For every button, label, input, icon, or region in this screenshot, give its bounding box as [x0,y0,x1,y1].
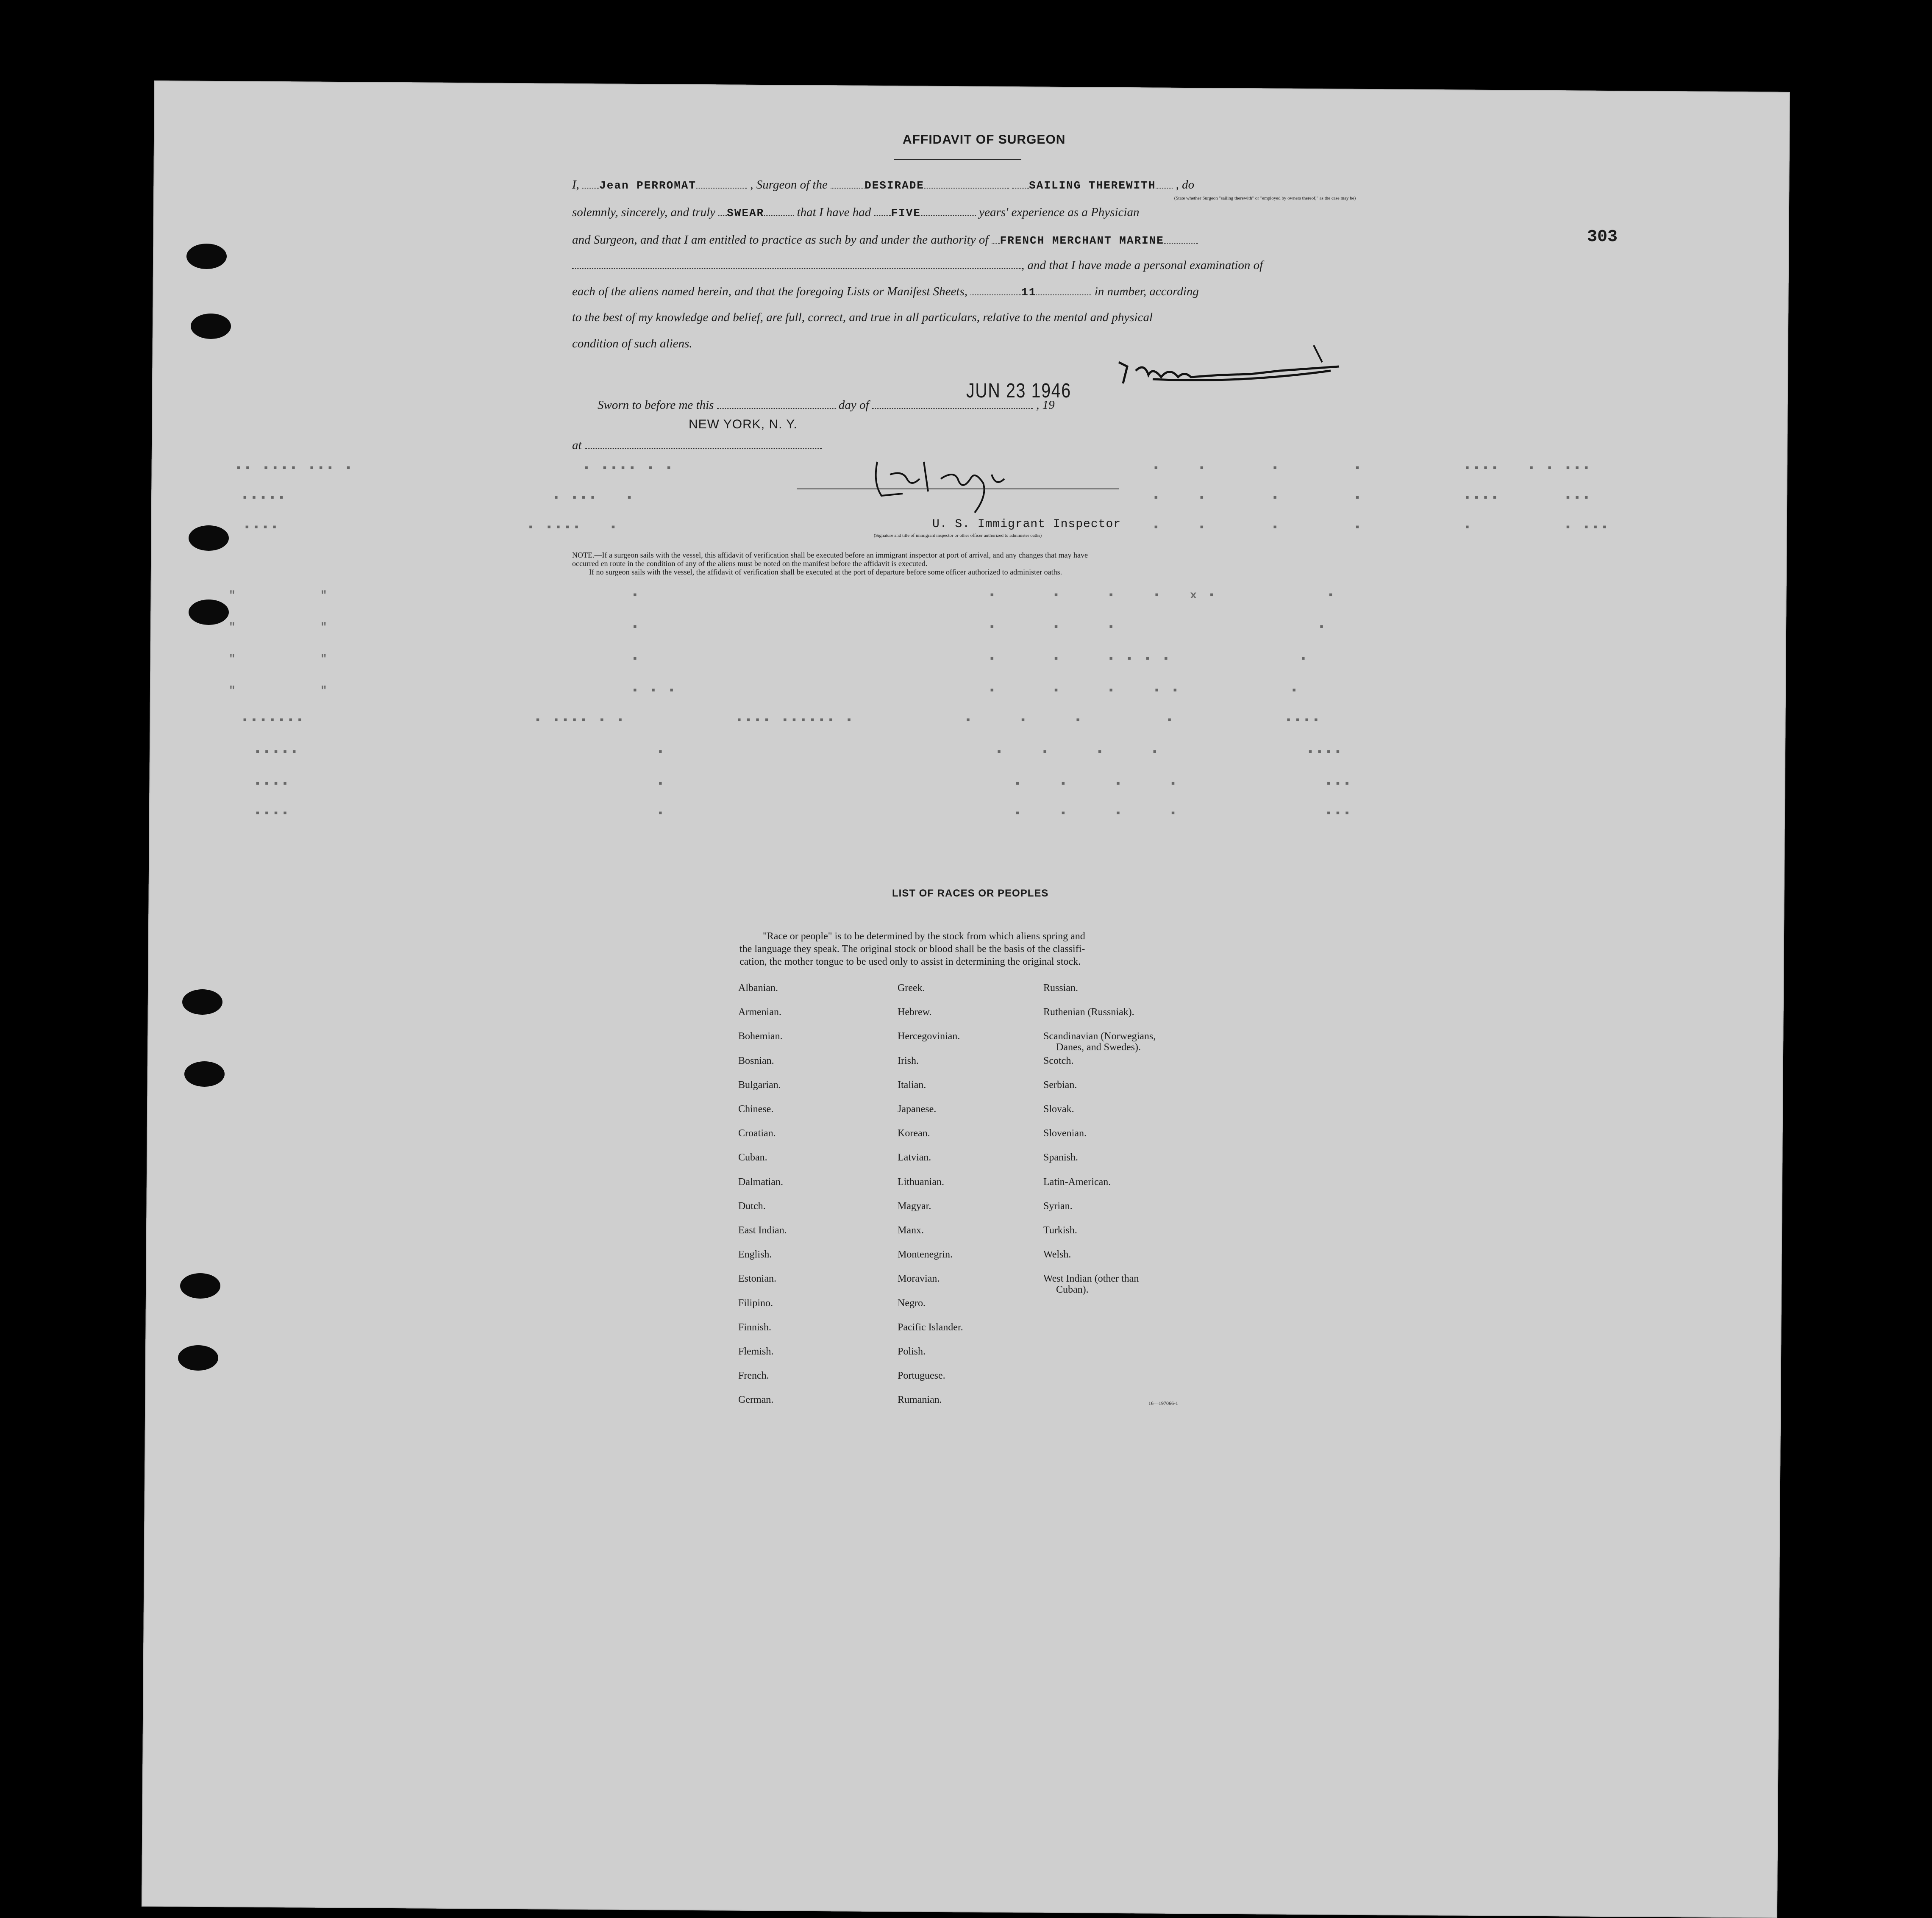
race-item: Italian. [898,1079,926,1091]
race-item: Croatian. [738,1128,776,1139]
binder-hole [182,989,222,1015]
race-item: Montenegrin. [898,1249,953,1260]
race-item: Bulgarian. [738,1079,781,1091]
race-item: Slovenian. [1043,1128,1087,1139]
race-item: Greek. [898,983,925,994]
manifest-page [142,80,1790,1918]
affidavit-title: AFFIDAVIT OF SURGEON [903,133,1066,147]
race-item: Korean. [898,1128,930,1139]
race-item: Manx. [898,1225,924,1236]
affidavit-line-1 [572,178,1194,192]
race-item: Portuguese. [898,1370,945,1382]
race-item: Pacific Islander. [898,1321,963,1333]
bleed-through-row: " " ▪ ▪ ▪ ▪ ▪ x ▪ ▪ [229,589,1337,602]
races-intro: "Race or people" is to be determined by the stock from which aliens spring and the language they speak. The original stock or blood shall be the basis of the classifi- cation, the mother tongue to be used only to assist in determining the original stock. [739,931,1085,967]
race-item: Albanian. [738,983,778,994]
race-item: Irish. [898,1055,919,1066]
affidavit-line-2: solemnly, sincerely, and truly SWEAR that I have had FIVE years' experience as a Physician [572,205,1140,219]
binder-hole [184,1061,225,1087]
affidavit-line-6: to the best of my knowledge and belief, are full, correct, and true in all particulars, relative to the mental and physical [572,311,1153,324]
race-item: English. [738,1249,772,1260]
bleed-through-row: ▪ ▪ ▪ ▪ ▪▪▪▪ ▪▪▪ [1153,491,1592,504]
bleed-through-row: " " ▪ ▪ ▪ ▪ ▪ ▪ ▪ ▪ [229,652,1309,665]
race-item: Latvian. [898,1152,931,1163]
authority: FRENCH MERCHANT MARINE [1000,234,1164,247]
sailing-status: SAILING THEREWITH [1029,179,1156,192]
years-experience: FIVE [891,207,921,219]
race-item: Japanese. [898,1104,937,1115]
race-item: Latin-American. [1043,1176,1111,1188]
race-item: Finnish. [738,1321,772,1333]
at-line: at [572,439,822,452]
race-item: Dutch. [738,1200,766,1212]
binder-hole [178,1345,218,1371]
bleed-through-row: ▪▪▪▪▪ ▪ ▪▪▪ ▪ [242,491,635,504]
race-item: Filipino. [738,1297,773,1309]
bleed-through-row: " " ▪ ▪ ▪ ▪ ▪ [229,621,1328,633]
race-item: French. [738,1370,769,1382]
date-stamp: JUN 23 1946 [966,380,1071,402]
form-number: 16—197066-1 [1148,1400,1178,1406]
page-number: 303 [1587,228,1618,247]
inspector-caption: (Signature and title of immigrant inspector or other officer authorized to administer oaths) [873,533,1042,538]
race-item: Scotch. [1043,1055,1074,1066]
inspector-signature [865,445,1042,521]
do-label: , do [1176,178,1195,192]
bleed-through-row: ▪ ▪ ▪ ▪ ▪▪▪▪ ▪ ▪ ▪▪▪ [1153,462,1592,475]
bleed-through-row: ▪▪▪▪▪▪▪ ▪ ▪▪▪▪ ▪ ▪ ▪▪▪▪ ▪▪▪▪▪▪ ▪ ▪ ▪ ▪ ▪ ▪▪▪▪ [242,714,1322,727]
races-title: LIST OF RACES OR PEOPLES [892,888,1049,899]
binder-hole [180,1273,220,1299]
race-item: Armenian. [738,1007,781,1018]
surgeon-signature [1110,337,1348,388]
bleed-through-row: ▪ ▪ ▪ ▪ ▪ ▪ ▪▪▪ [1153,521,1611,534]
race-item: Turkish. [1043,1225,1077,1236]
race-item: Hercegovinian. [898,1031,960,1042]
bleed-through-row: ▪▪▪▪ ▪ ▪▪▪▪ ▪ [244,521,619,534]
bleed-through-row: " " ▪ ▪ ▪ ▪ ▪ ▪ ▪ ▪ ▪ [229,684,1300,697]
race-item: Cuban. [738,1152,767,1163]
inspector-title: U. S. Immigrant Inspector [932,518,1121,531]
race-item: Slovak. [1043,1104,1074,1115]
bleed-through-row: ▪▪▪▪▪ ▪ ▪ ▪ ▪ ▪ ▪▪▪▪ [254,746,1344,758]
race-item: Spanish. [1043,1152,1079,1163]
race-item: German. [738,1394,774,1406]
race-item: Russian. [1043,983,1079,994]
race-item: Scandinavian (Norwegians, [1043,1031,1156,1042]
note-text: NOTE.—If a surgeon sails with the vessel, this affidavit of verification shall be executed before an immigrant inspector at port of arrival, and any changes that may have occurred en route in the condition of any of the aliens must be noted on the manifest before the affidavit is executed. If no surgeon sails with the vessel, the affidavit of verification shall be executed at the port of departure before some officer authorized to administer oaths. [572,551,1088,576]
bleed-through-row: ▪▪▪▪ ▪ ▪ ▪ ▪ ▪ ▪▪▪ [254,777,1353,790]
oath-type: SWEAR [727,207,764,219]
race-item: East Indian. [738,1225,787,1236]
race-item: Negro. [898,1297,926,1309]
vessel-name: DESIRADE [865,179,924,192]
affidavit-line-3: and Surgeon, and that I am entitled to practice as such by and under the authority of FRENCH MERCHANT MARINE [572,233,1198,247]
race-item: Polish. [898,1346,926,1357]
sworn-line: Sworn to before me this day of , 19 [598,398,1055,412]
race-item: Cuban). [1056,1284,1089,1296]
race-item: Syrian. [1043,1200,1073,1212]
race-item: Bosnian. [738,1055,774,1066]
race-item: West Indian (other than [1043,1273,1139,1285]
surgeon-of-label: , Surgeon of the [750,178,828,192]
race-item: Ruthenian (Russniak). [1043,1007,1134,1018]
race-item: Hebrew. [898,1007,932,1018]
binder-hole [189,525,229,551]
sailing-status-note: (State whether Surgeon "sailing therewith" or "employed by owners thereof," as the case may be) [1174,196,1356,201]
race-item: Rumanian. [898,1394,942,1406]
i-label: I, [572,178,579,192]
race-item: Bohemian. [738,1031,783,1042]
binder-hole [191,314,231,339]
race-item: Serbian. [1043,1079,1077,1091]
race-item: Danes, and Swedes). [1056,1042,1141,1053]
race-item: Flemish. [738,1346,774,1357]
race-item: Chinese. [738,1104,774,1115]
race-item: Lithuanian. [898,1176,944,1188]
binder-hole [186,244,227,269]
race-item: Magyar. [898,1200,931,1212]
race-item: Estonian. [738,1273,776,1285]
race-item: Moravian. [898,1273,940,1285]
affidavit-line-7: condition of such aliens. [572,337,692,350]
affidavit-line-5: each of the aliens named herein, and that the foregoing Lists or Manifest Sheets, 11 in number, according [572,285,1199,299]
title-rule [894,159,1021,160]
race-item: Dalmatian. [738,1176,783,1188]
place-stamp: NEW YORK, N. Y. [689,417,798,431]
binder-hole [189,600,229,625]
bleed-through-row: ▪▪ ▪▪▪▪ ▪▪▪ ▪ ▪ ▪▪▪▪ ▪ ▪ [235,462,675,475]
bleed-through-row: ▪▪▪▪ ▪ ▪ ▪ ▪ ▪ ▪▪▪ [254,807,1353,820]
race-item: Welsh. [1043,1249,1071,1260]
surgeon-name: Jean PERROMAT [599,179,697,192]
sheet-count: 11 [1021,286,1037,299]
affidavit-line-4: , and that I have made a personal examination of [572,258,1263,272]
